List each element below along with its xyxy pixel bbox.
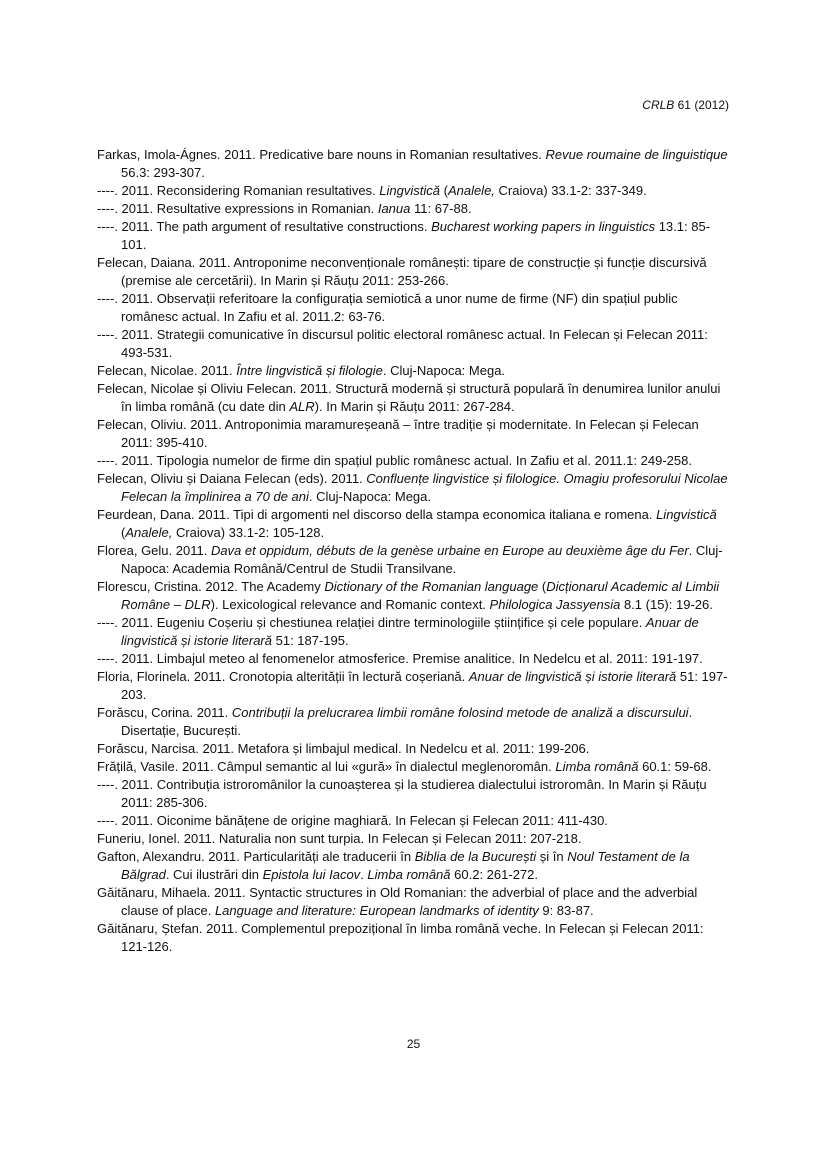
entry-text: 51: 187-195. [272, 633, 349, 648]
entry-text: Găitănaru, Mihaela. 2011. Syntactic structures in Old Romanian: the adverbial of place and the adverbial clause of place. [97, 885, 698, 918]
bibliography-entry [97, 812, 733, 830]
volume-year: 61 (2012) [674, 98, 729, 112]
entry-text: ( [121, 525, 126, 540]
entry-text: 56.3: 293-307. [121, 165, 205, 180]
entry-text: ----. 2011. Reconsidering Romanian resultatives. [97, 183, 380, 198]
bibliography-entry [97, 614, 733, 650]
entry-text: 60.2: 261-272. [450, 867, 538, 882]
entry-text: și în [536, 849, 568, 864]
entry-text: ----. 2011. Eugeniu Coșeriu și chestiunea relației dintre terminologiile științifice și cele populare. [97, 615, 646, 630]
entry-text: ). Lexicological relevance and Romanic context. [210, 597, 490, 612]
bibliography-entry [97, 740, 733, 758]
bibliography-entry [97, 830, 733, 848]
entry-text: Farkas, Imola-Ágnes. 2011. Predicative bare nouns in Romanian resultatives. [97, 147, 546, 162]
entry-text: ----. 2011. Observații referitoare la configurația semiotică a unor nume de firme (NF) din spațiul public românesc actual. In Zafiu et al. 2011.2: 63-76. [97, 291, 678, 324]
bibliography-entry [97, 542, 733, 578]
entry-text: 60.1: 59-68. [638, 759, 712, 774]
bibliography-entry [97, 506, 733, 542]
bibliography-list [97, 146, 733, 956]
bibliography-entry [97, 290, 733, 326]
bibliography-entry [97, 380, 733, 416]
entry-italic-text: Anuar de lingvistică și istorie literară [121, 615, 699, 648]
entry-text: Craiova) 33.1-2: 337-349. [494, 183, 647, 198]
bibliography-entry [97, 326, 733, 362]
entry-italic-text: Noul Testament de la Bălgrad [121, 849, 690, 882]
bibliography-entry [97, 218, 733, 254]
entry-text: Florea, Gelu. 2011. [97, 543, 211, 558]
entry-text: Floria, Florinela. 2011. Cronotopia alterității în lectură coșeriană. [97, 669, 469, 684]
entry-text: ----. 2011. Oiconime bănățene de origine maghiară. In Felecan și Felecan 2011: 411-430. [97, 813, 608, 828]
entry-italic-text: Între lingvistică și filologie [236, 363, 383, 378]
entry-italic-text: Ianua [377, 201, 411, 216]
entry-italic-text: Lingvistică [379, 183, 440, 198]
entry-italic-text: Biblia de la București [414, 849, 537, 864]
entry-italic-text: Dicționarul Academic al Limbii Române – DLR [121, 579, 720, 612]
entry-text: Forăscu, Corina. 2011. [97, 705, 232, 720]
entry-text: Felecan, Nicolae și Oliviu Felecan. 2011. Structură modernă și structură populară în denumirea lunilor anului în limba română (cu date din [97, 381, 721, 414]
entry-italic-text: Limba română [367, 867, 451, 882]
entry-italic-text: Anuar de lingvistică și istorie literară [468, 669, 677, 684]
entry-text: ( [538, 579, 547, 594]
entry-italic-text: Revue roumaine de linguistique [545, 147, 728, 162]
bibliography-entry [97, 416, 733, 452]
entry-text: Felecan, Oliviu și Daiana Felecan (eds). 2011. [97, 471, 367, 486]
entry-italic-text: Dava et oppidum, débuts de la genèse urbaine en Europe au deuxième âge du Fer [210, 543, 689, 558]
bibliography-entry [97, 776, 733, 812]
entry-text: Feurdean, Dana. 2011. Tipi di argomenti nel discorso della stampa economica italiana e romena. [97, 507, 657, 522]
entry-text: Felecan, Oliviu. 2011. Antroponimia maramureșeană – între tradiție și modernitate. In Felecan și Felecan 2011: 395-410. [97, 417, 699, 450]
entry-italic-text: Limba română [555, 759, 639, 774]
entry-text: 9: 83-87. [538, 903, 594, 918]
entry-text: . Cluj-Napoca: Academia Română/Centrul de Studii Transilvane. [121, 543, 723, 576]
entry-text: Forăscu, Narcisa. 2011. Metafora și limbajul medical. In Nedelcu et al. 2011: 199-206. [97, 741, 590, 756]
bibliography-entry [97, 182, 733, 200]
entry-text: ----. 2011. The path argument of resultative constructions. [97, 219, 432, 234]
entry-italic-text: Epistola lui Iacov [262, 867, 361, 882]
entry-text: . Disertație, București. [121, 705, 693, 738]
bibliography-entry [97, 470, 733, 506]
bibliography-entry [97, 452, 733, 470]
entry-text: . [360, 867, 368, 882]
entry-text: Florescu, Cristina. 2012. The Academy [97, 579, 325, 594]
bibliography-entry [97, 362, 733, 380]
entry-text: . Cluj-Napoca: Mega. [308, 489, 432, 504]
entry-text: 11: 67-88. [410, 201, 472, 216]
entry-text: ----. 2011. Tipologia numelor de firme din spațiul public românesc actual. In Zafiu et al. 2011.1: 249-258. [97, 453, 692, 468]
bibliography-entry [97, 254, 733, 290]
bibliography-entry [97, 848, 733, 884]
entry-text: 13.1: 85-101. [121, 219, 711, 252]
entry-text: Felecan, Nicolae. 2011. [97, 363, 237, 378]
entry-text: ). In Marin și Răuțu 2011: 267-284. [314, 399, 515, 414]
entry-italic-text: Philologica Jassyensia [489, 597, 621, 612]
entry-text: Craiova) 33.1-2: 105-128. [172, 525, 325, 540]
entry-italic-text: Analele, [125, 525, 173, 540]
entry-text: ----. 2011. Contribuția istroromânilor la cunoașterea și la studierea dialectului istroromân. In Marin și Răuțu 2011: 285-306. [97, 777, 707, 810]
bibliography-entry [97, 200, 733, 218]
entry-italic-text: Analele, [447, 183, 495, 198]
entry-text: . Cluj-Napoca: Mega. [382, 363, 506, 378]
entry-text: ----. 2011. Resultative expressions in Romanian. [97, 201, 378, 216]
bibliography-entry [97, 704, 733, 740]
entry-text: ----. 2011. Limbajul meteo al fenomenelor atmosferice. Premise analitice. In Nedelcu et al. 2011: 191-197. [97, 651, 703, 666]
entry-text: . Cui ilustrări din [165, 867, 263, 882]
journal-abbreviation: CRLB [642, 98, 675, 112]
entry-text: 51: 197-203. [121, 669, 728, 702]
entry-text: Frățilă, Vasile. 2011. Câmpul semantic al lui «gură» în dialectul meglenoromân. [97, 759, 556, 774]
entry-italic-text: Confluențe lingvistice și filologice. Omagiu profesorului Nicolae Felecan la împlinirea a 70 de ani [121, 471, 728, 504]
entry-text: Felecan, Daiana. 2011. Antroponime neconvenționale românești: tipare de construcție și funcție discursivă (premise ale cercetării). In Marin și Răuțu 2011: 253-266. [97, 255, 707, 288]
entry-italic-text: Contribuții la prelucrarea limbii române folosind metode de analiză a discursului [231, 705, 689, 720]
entry-text: Gafton, Alexandru. 2011. Particularități ale traducerii în [97, 849, 415, 864]
entry-italic-text: Dictionary of the Romanian language [324, 579, 539, 594]
entry-italic-text: Lingvistică [656, 507, 717, 522]
entry-text: 8.1 (15): 19-26. [620, 597, 713, 612]
running-header [642, 97, 729, 113]
entry-italic-text: Bucharest working papers in linguistics [431, 219, 656, 234]
bibliography-entry [97, 884, 733, 920]
entry-text: ( [439, 183, 448, 198]
entry-text: Găitănaru, Ștefan. 2011. Complementul prepozițional în limba română veche. In Felecan și Felecan 2011: 121-126. [97, 921, 704, 954]
entry-text: ----. 2011. Strategii comunicative în discursul politic electoral românesc actual. In Felecan și Felecan 2011: 493-531. [97, 327, 708, 360]
bibliography-entry [97, 668, 733, 704]
bibliography-entry [97, 578, 733, 614]
bibliography-entry [97, 146, 733, 182]
entry-text: Funeriu, Ionel. 2011. Naturalia non sunt turpia. In Felecan și Felecan 2011: 207-218. [97, 831, 582, 846]
entry-italic-text: Language and literature: European landmarks of identity [214, 903, 539, 918]
bibliography-entry [97, 920, 733, 956]
bibliography-entry [97, 650, 733, 668]
entry-italic-text: ALR [289, 399, 315, 414]
bibliography-entry [97, 758, 733, 776]
page-number: 25 [406, 1037, 421, 1051]
